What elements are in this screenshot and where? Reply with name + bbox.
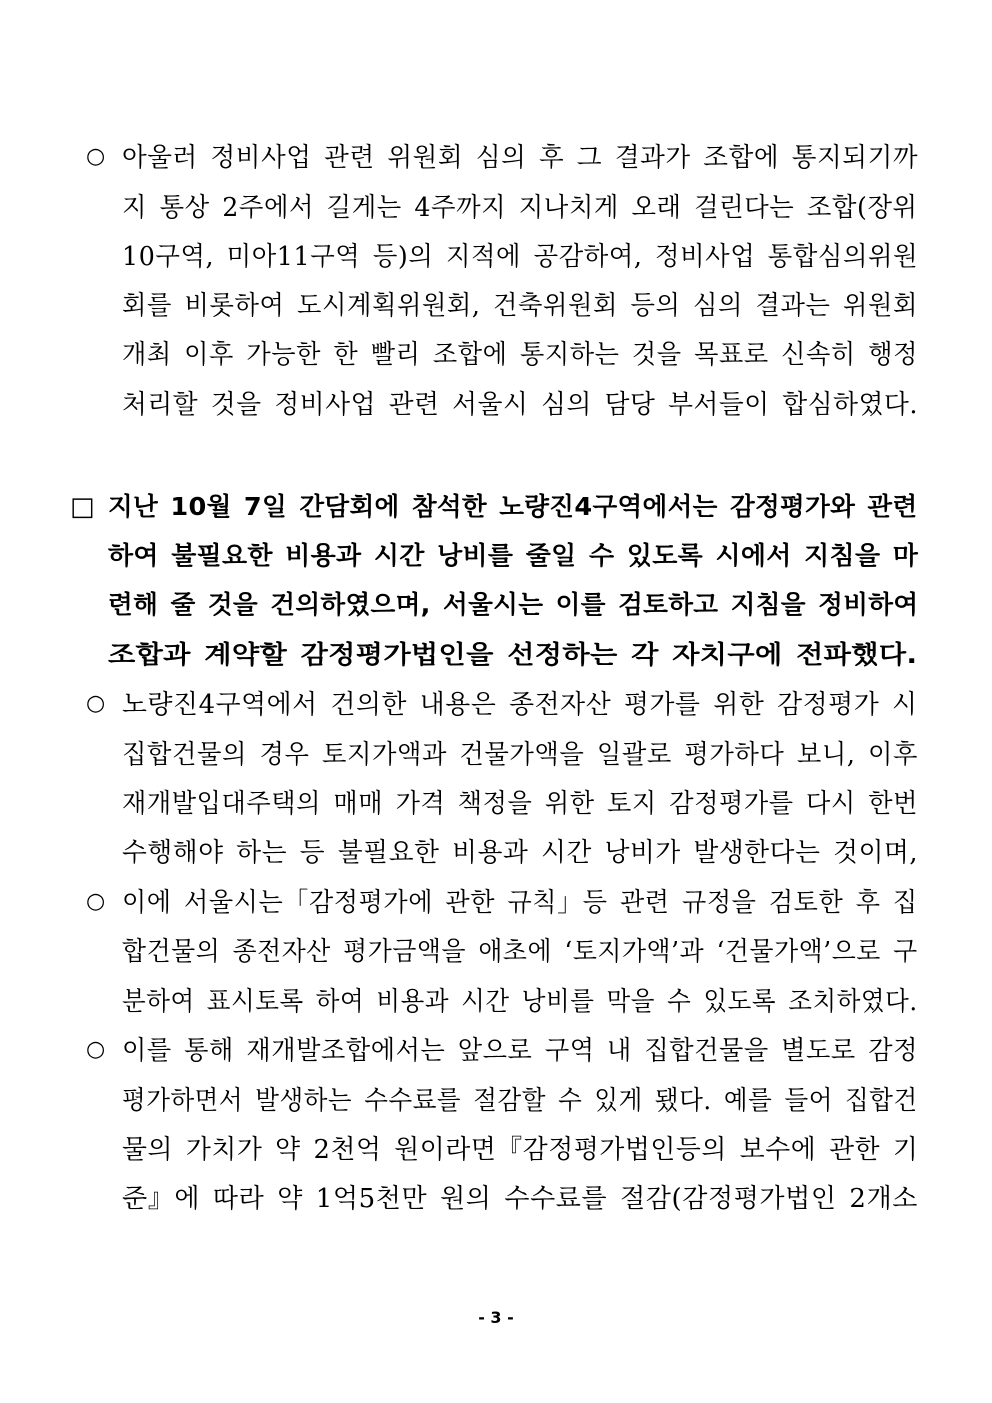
paragraph-line: 합건물의 종전자산 평가금액을 애초에 ‘토지가액’과 ‘건물가액’으로 구 xyxy=(122,937,918,967)
paragraph-line: 재개발입대주택의 매매 가격 책정을 위한 토지 감정평가를 다시 한번 xyxy=(122,789,918,819)
square-bullet-icon: □ xyxy=(70,492,95,522)
circle-bullet-icon: ○ xyxy=(86,691,106,716)
paragraph-line: 수행해야 하는 등 불필요한 비용과 시간 낭비가 발생한다는 것이며, xyxy=(122,838,919,868)
paragraph-line: 처리할 것을 정비사업 관련 서울시 심의 담당 부서들이 합심하였다. xyxy=(122,390,919,420)
paragraph-line: 개최 이후 가능한 한 빨리 조합에 통지하는 것을 목표로 신속히 행정 xyxy=(122,340,918,370)
paragraph-line: 이에 서울시는「감정평가에 관한 규칙」등 관련 규정을 검토한 후 집 xyxy=(122,888,918,918)
page-number: - 3 - xyxy=(478,1308,514,1327)
paragraph-line: 회를 비롯하여 도시계획위원회, 건축위원회 등의 심의 결과는 위원회 xyxy=(122,291,918,321)
paragraph-line: 준』에 따라 약 1억5천만 원의 수수료를 절감(감정평가법인 2개소 xyxy=(122,1184,919,1214)
paragraph-line: 집합건물의 경우 토지가액과 건물가액을 일괄로 평가하다 보니, 이후 xyxy=(122,740,918,770)
paragraph-line: 조합과 계약할 감정평가법인을 선정하는 각 자치구에 전파했다. xyxy=(108,640,918,669)
paragraph-line: 련해 줄 것을 건의하였으며, 서울시는 이를 검토하고 지침을 정비하여 xyxy=(108,590,919,619)
circle-bullet-icon: ○ xyxy=(86,144,106,169)
paragraph-line: 물의 가치가 약 2천억 원이라면『감정평가법인등의 보수에 관한 기 xyxy=(122,1135,919,1165)
circle-bullet-icon: ○ xyxy=(86,1037,106,1062)
circle-bullet-icon: ○ xyxy=(86,889,106,914)
paragraph-line: 지난 10월 7일 간담회에 참석한 노량진4구역에서는 감정평가와 관련 xyxy=(108,492,918,521)
paragraph-line: 노량진4구역에서 건의한 내용은 종전자산 평가를 위한 감정평가 시 xyxy=(122,690,918,720)
paragraph-line: 평가하면서 발생하는 수수료를 절감할 수 있게 됐다. 예를 들어 집합건 xyxy=(122,1086,918,1116)
paragraph-line: 분하여 표시토록 하여 비용과 시간 낭비를 막을 수 있도록 조치하였다. xyxy=(122,987,918,1017)
paragraph-line: 지 통상 2주에서 길게는 4주까지 지나치게 오래 걸린다는 조합(장위 xyxy=(122,193,918,223)
paragraph-line: 이를 통해 재개발조합에서는 앞으로 구역 내 집합건물을 별도로 감정 xyxy=(122,1036,918,1066)
paragraph-line: 10구역, 미아11구역 등)의 지적에 공감하여, 정비사업 통합심의위원 xyxy=(122,242,919,272)
paragraph-line: 하여 불필요한 비용과 시간 낭비를 줄일 수 있도록 시에서 지침을 마 xyxy=(108,541,919,570)
paragraph-line: 아울러 정비사업 관련 위원회 심의 후 그 결과가 조합에 통지되기까 xyxy=(122,143,919,173)
